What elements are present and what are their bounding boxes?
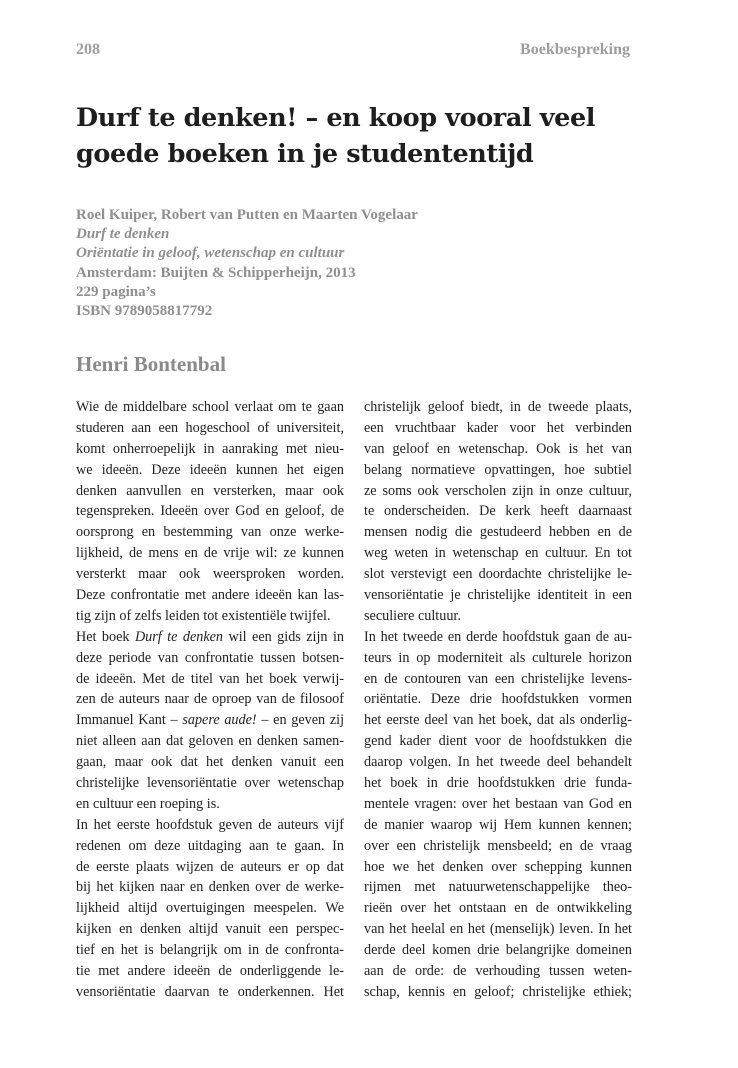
text-line: vensoriëntatie daarvan te onderkennen. Het <box>76 983 344 1000</box>
text-line: tegenspreken. Ideeën over God en geloof, de <box>76 503 344 520</box>
text-line: redenen om deze uitdaging aan te gaan. In <box>76 837 344 854</box>
text-line: In het tweede en derde hoofdstuk gaan de au- <box>364 628 632 645</box>
text-line: te onderscheiden. De kerk heeft daarnaast <box>364 503 632 520</box>
text-line: ze soms ook verscholen zijn in onze cultuur, <box>364 482 632 499</box>
text-line: de ideeën. Met de titel van het boek verwij- <box>76 670 344 687</box>
text-line: komt onherroepelijk in aanraking met nieu- <box>76 440 344 457</box>
text-line: tie met andere ideeën de onderliggende le- <box>76 963 344 980</box>
text-line: In het eerste hoofdstuk geven de auteurs vijf <box>76 816 344 833</box>
text-line: tief en het is belangrijk om in de confronta- <box>76 942 344 959</box>
text-line: lijkheid altijd overtuigingen meespelen. We <box>76 900 344 917</box>
text-line: seculiere cultuur. <box>364 607 461 624</box>
text-line: kijken en denken altijd vanuit een perspec- <box>76 921 344 938</box>
text-run: Immanuel Kant – <box>76 712 178 729</box>
text-line: het eerste deel van het boek, dat als onderlig- <box>364 712 632 729</box>
text-line: vensoriëntatie je christelijke identiteit in een <box>364 587 632 604</box>
text-line: van geloof en wetenschap. Ook is het van <box>364 440 632 457</box>
text-line: de manier waarop wij Hem kunnen kennen; <box>364 816 632 833</box>
page-number: 208 <box>76 41 100 58</box>
text-line: studeren aan een hogeschool of universiteit, <box>76 419 344 436</box>
text-line <box>76 710 344 731</box>
text-line: niet alleen aan dat geloven en denken samen- <box>76 733 344 750</box>
text-line: de eerste plaats wijzen de auteurs er op dat <box>76 858 344 875</box>
text-line: zen de auteurs naar de oproep van de filosoof <box>76 691 344 708</box>
text-line: Deze confrontatie met andere ideeën kan las- <box>76 587 344 604</box>
book-isbn: ISBN 9789058817792 <box>76 303 213 320</box>
latin-quote: sapere aude! <box>182 712 257 729</box>
running-head <box>76 41 630 59</box>
text-line: schap, kennis en geloof; christelijke ethiek; <box>364 983 632 1000</box>
text-line: oriëntatie. Deze drie hoofdstukken vormen <box>364 691 632 708</box>
book-authors: Roel Kuiper, Robert van Putten en Maarten Vogelaar <box>76 207 418 223</box>
text-line: gaan, maar ook dat het denken vanuit een <box>76 754 344 771</box>
text-line: lijkheid, de mens en de vrije wil: ze kunnen <box>76 545 344 562</box>
text-line: mentele vragen: over het bestaan van God en <box>364 795 632 812</box>
text-run: Het boek <box>76 628 130 645</box>
text-line: oorsprong en bestemming van onze werke- <box>76 524 344 541</box>
text-line: rijmen met natuurwetenschappelijke theo- <box>364 879 632 896</box>
text-line: van het heelal en het (menselijk) leven. In het <box>364 921 632 938</box>
text-line: tig zijn of zelfs leiden tot existentiële twijfel. <box>76 607 331 624</box>
text-line: versterkt maar ook weersproken worden. <box>76 566 344 583</box>
text-line: aan de orde: de verhouding tussen weten- <box>364 963 632 980</box>
text-line: en cultuur een roeping is. <box>76 795 220 812</box>
title-line: goede boeken in je studententijd <box>76 139 534 169</box>
book-subtitle: Oriëntatie in geloof, wetenschap en cultuur <box>76 245 345 262</box>
text-run: – en geven zij <box>261 712 344 729</box>
text-line: christelijke levensoriëntatie over wetenschap <box>76 775 344 792</box>
text-line: gend kader dient voor de hoofdstukken die <box>364 733 632 750</box>
body-column-left <box>76 397 344 1003</box>
title-line: Durf te denken! – en koop vooral veel <box>76 103 596 133</box>
text-line: teurs in op moderniteit als culturele horizon <box>364 649 632 666</box>
text-line: het boek in drie hoofdstukken drie funda- <box>364 775 632 792</box>
text-line: daarop volgen. In het tweede deel behandelt <box>364 754 632 771</box>
article-title <box>76 100 656 172</box>
text-line: slot verstevigt een doordachte christelijke le- <box>364 566 632 583</box>
book-title: Durf te denken <box>76 226 170 243</box>
text-line: we ideeën. Deze ideeën kunnen het eigen <box>76 461 344 478</box>
book-publisher: Amsterdam: Buijten & Schipperheijn, 2013 <box>76 264 356 281</box>
text-line: rieën over het ontstaan en de ontwikkeling <box>364 900 632 917</box>
text-line: weg weten in wetenschap en cultuur. En tot <box>364 545 632 562</box>
text-line: en de contouren van een christelijke levens- <box>364 670 632 687</box>
book-details <box>76 206 636 321</box>
text-line: hoe we het denken over schepping kunnen <box>364 858 632 875</box>
text-line: bij het kijken naar en denken over de werke- <box>76 879 344 896</box>
book-title-inline: Durf te denken <box>134 628 224 645</box>
text-line: Wie de middelbare school verlaat om te gaan <box>76 399 344 415</box>
text-line: derde deel komen drie belangrijke domeinen <box>364 942 632 959</box>
text-line: een vruchtbaar kader voor het verbinden <box>364 419 632 436</box>
text-line: christelijk geloof biedt, in de tweede plaats, <box>364 399 632 415</box>
text-line: denken aanvullen en versterken, maar ook <box>76 482 344 499</box>
text-line: mensen nodig die gestudeerd hebben en de <box>364 524 632 541</box>
text-line: over een christelijk mensbeeld; en de vraag <box>364 837 632 854</box>
book-pages: 229 pagina’s <box>76 283 156 300</box>
body-column-right <box>364 397 632 1003</box>
text-line: deze periode van confrontatie tussen botsen- <box>76 649 344 666</box>
text-line: belang normatieve opvattingen, hoe subtiel <box>364 461 632 478</box>
text-line <box>76 627 344 648</box>
text-run: wil een gids zijn in <box>228 628 344 645</box>
reviewer-name: Henri Bontenbal <box>76 352 226 376</box>
section-title: Boekbespreking <box>520 41 630 58</box>
